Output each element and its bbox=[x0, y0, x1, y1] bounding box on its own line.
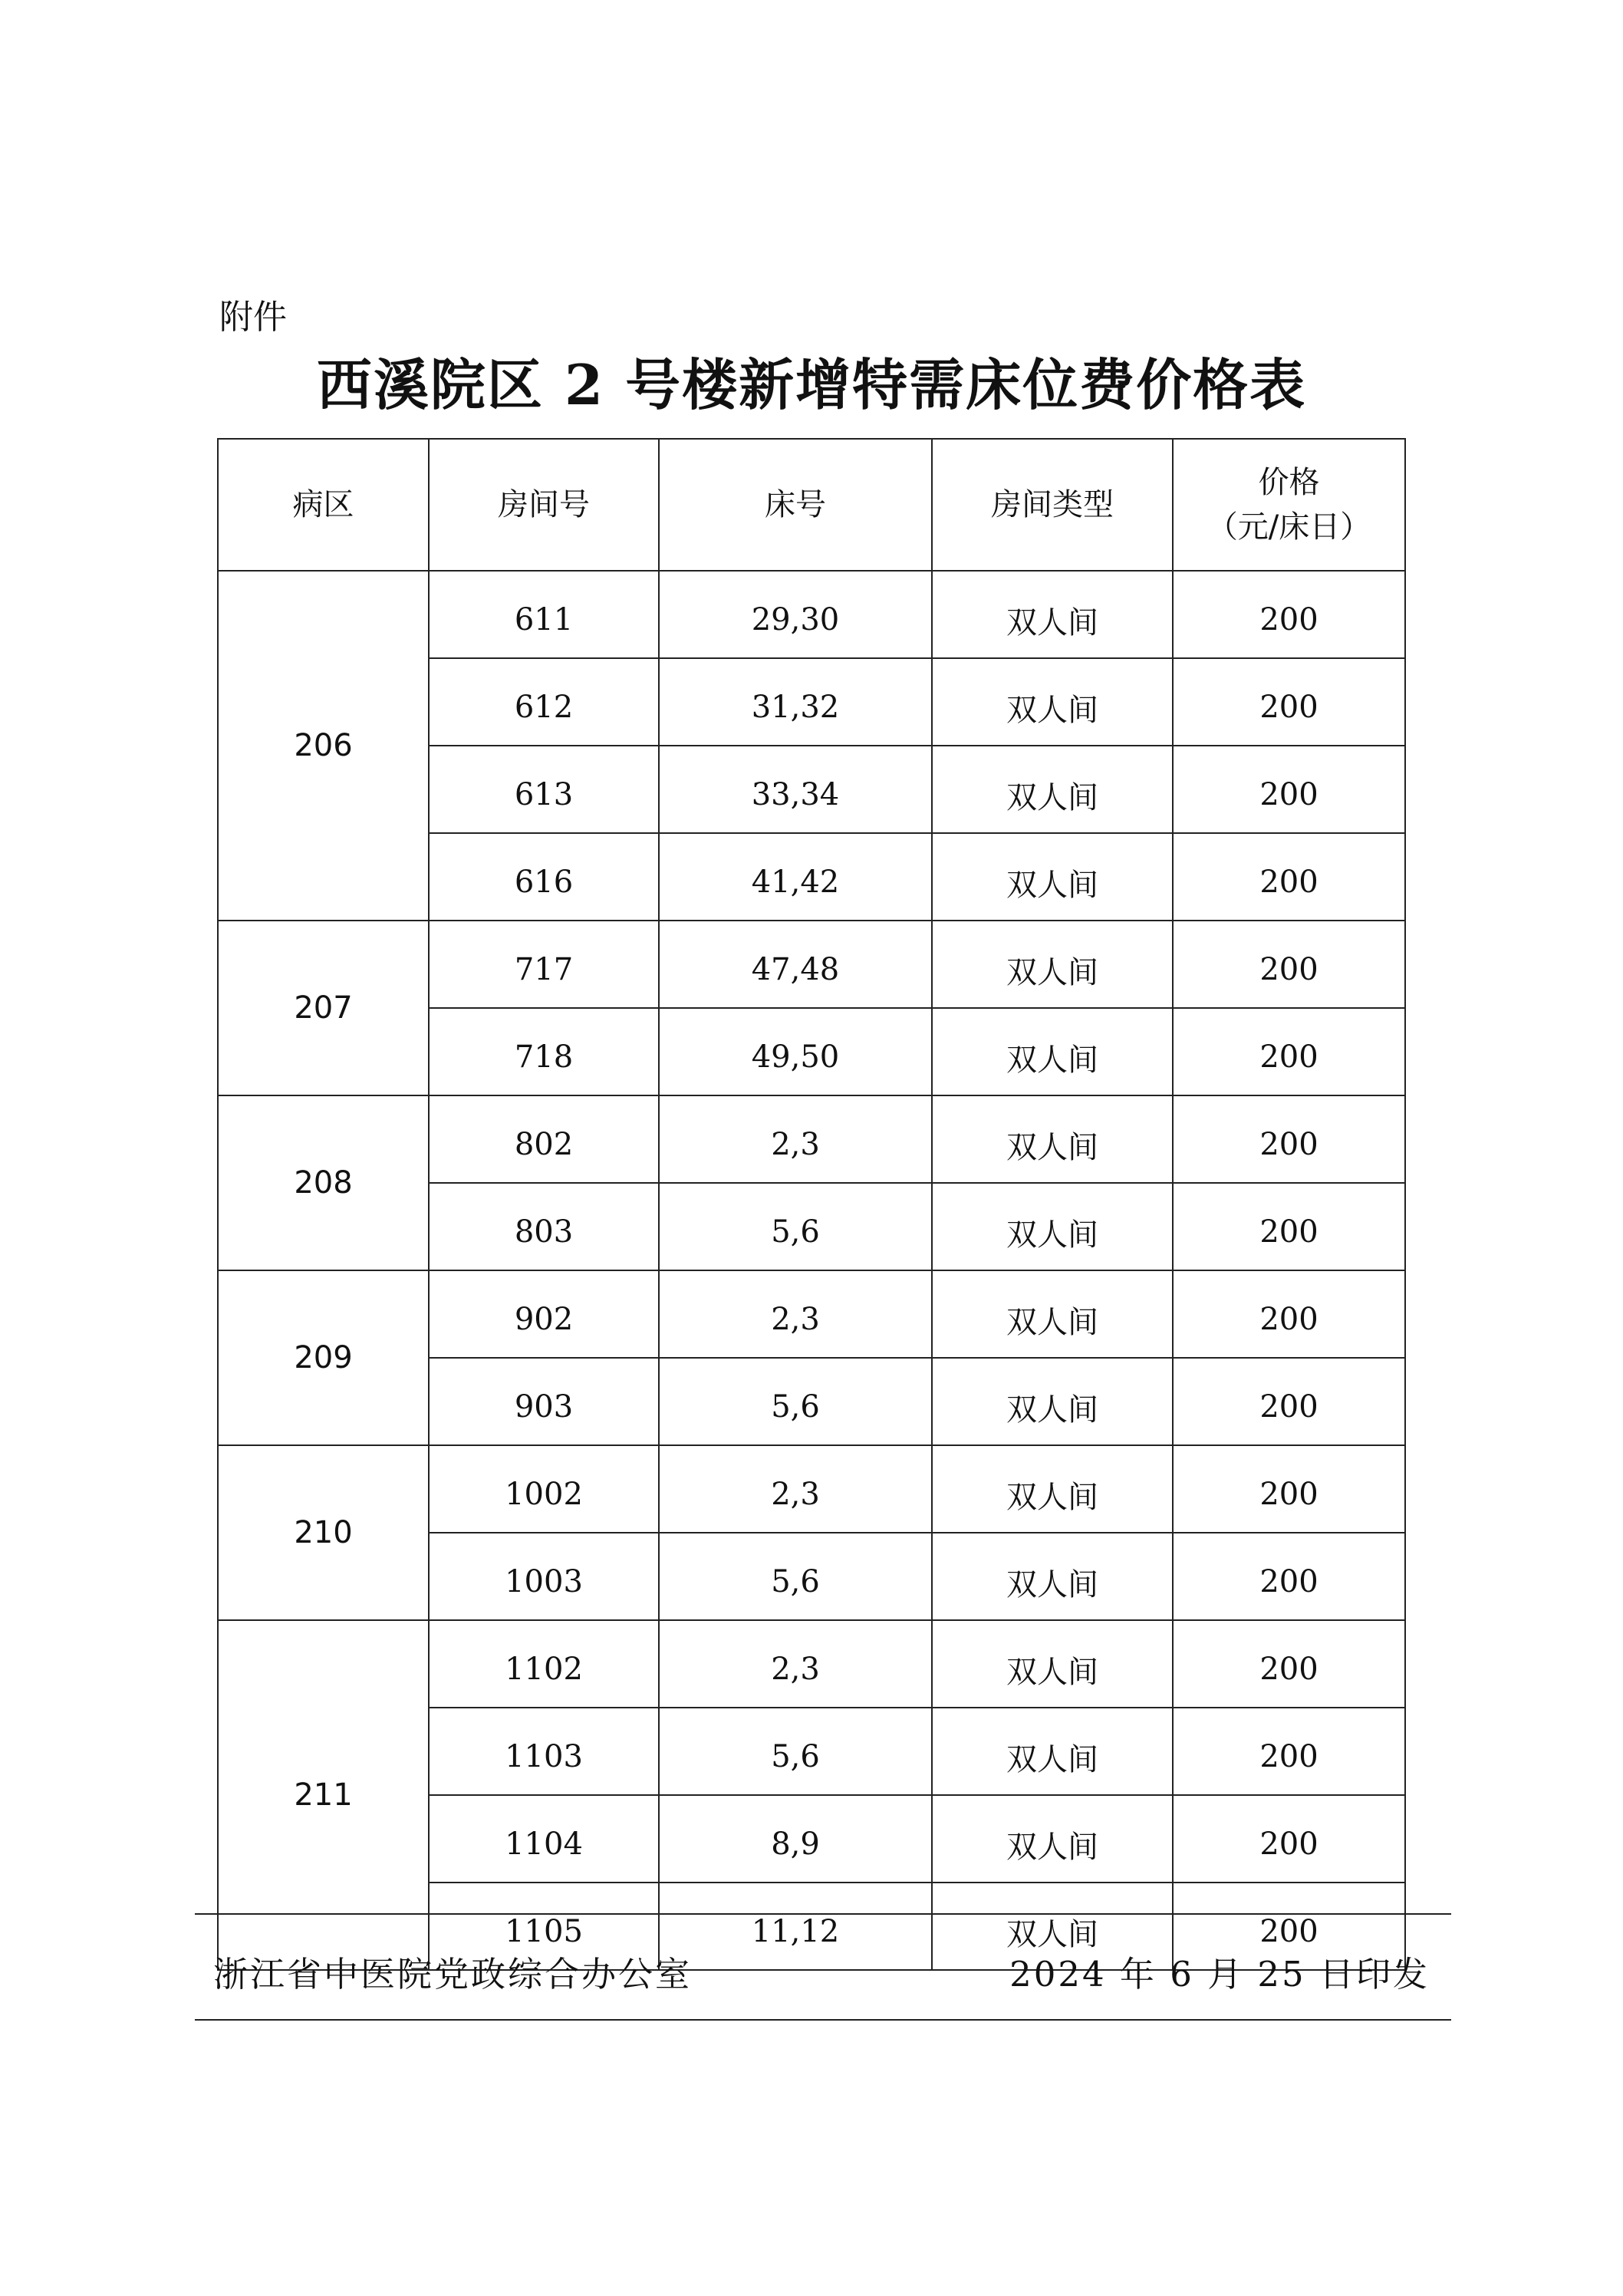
price-cell: 200 bbox=[1173, 1795, 1405, 1883]
bed-number-cell: 2,3 bbox=[659, 1270, 932, 1358]
header-ward: 病区 bbox=[218, 439, 429, 571]
header-room-type: 房间类型 bbox=[932, 439, 1173, 571]
header-price bbox=[1173, 439, 1405, 571]
table-row bbox=[218, 921, 1405, 1008]
bed-number-cell: 2,3 bbox=[659, 1620, 932, 1708]
bed-number-cell: 31,32 bbox=[659, 658, 932, 746]
room-type-cell: 双人间 bbox=[932, 1445, 1173, 1533]
room-number-cell: 1003 bbox=[429, 1533, 659, 1620]
footer-issuer: 浙江省中医院党政综合办公室 bbox=[213, 1954, 693, 1995]
table-row bbox=[218, 1445, 1405, 1533]
footer-bottom-rule bbox=[195, 2019, 1451, 2021]
room-number-cell: 1002 bbox=[429, 1445, 659, 1533]
bed-number-cell: 2,3 bbox=[659, 1445, 932, 1533]
bed-number-cell: 8,9 bbox=[659, 1795, 932, 1883]
bed-number-cell: 29,30 bbox=[659, 571, 932, 658]
bed-number-cell: 5,6 bbox=[659, 1183, 932, 1270]
price-cell: 200 bbox=[1173, 1445, 1405, 1533]
table-row bbox=[218, 1095, 1405, 1183]
bed-number-cell: 5,6 bbox=[659, 1533, 932, 1620]
room-number-cell: 613 bbox=[429, 746, 659, 833]
room-type-cell: 双人间 bbox=[932, 1008, 1173, 1095]
ward-cell: 206 bbox=[218, 571, 429, 921]
room-number-cell: 1102 bbox=[429, 1620, 659, 1708]
bed-number-cell: 5,6 bbox=[659, 1708, 932, 1795]
room-type-cell: 双人间 bbox=[932, 1883, 1173, 1970]
room-number-cell: 902 bbox=[429, 1270, 659, 1358]
room-type-cell: 双人间 bbox=[932, 1270, 1173, 1358]
room-type-cell: 双人间 bbox=[932, 571, 1173, 658]
room-type-cell: 双人间 bbox=[932, 1708, 1173, 1795]
price-cell: 200 bbox=[1173, 1008, 1405, 1095]
price-cell: 200 bbox=[1173, 921, 1405, 1008]
price-cell: 200 bbox=[1173, 1270, 1405, 1358]
room-number-cell: 1103 bbox=[429, 1708, 659, 1795]
attachment-label: 附件 bbox=[219, 298, 287, 337]
room-number-cell: 612 bbox=[429, 658, 659, 746]
bed-number-cell: 47,48 bbox=[659, 921, 932, 1008]
price-cell: 200 bbox=[1173, 571, 1405, 658]
room-number-cell: 717 bbox=[429, 921, 659, 1008]
header-price-label: 价格 bbox=[1258, 465, 1320, 500]
footer-top-rule bbox=[195, 1913, 1451, 1915]
room-type-cell: 双人间 bbox=[932, 1095, 1173, 1183]
room-type-cell: 双人间 bbox=[932, 1795, 1173, 1883]
price-cell: 200 bbox=[1173, 1183, 1405, 1270]
room-type-cell: 双人间 bbox=[932, 658, 1173, 746]
table-row bbox=[218, 1620, 1405, 1708]
room-type-cell: 双人间 bbox=[932, 746, 1173, 833]
footer-date: 2024 年 6 月 25 日印发 bbox=[1009, 1954, 1430, 1995]
ward-cell: 211 bbox=[218, 1620, 429, 1970]
header-price-unit: （元/床日） bbox=[1207, 509, 1371, 545]
ward-cell: 209 bbox=[218, 1270, 429, 1445]
document-title: 西溪院区 2 号楼新增特需床位费价格表 bbox=[316, 352, 1307, 417]
bed-number-cell: 41,42 bbox=[659, 833, 932, 921]
room-type-cell: 双人间 bbox=[932, 1183, 1173, 1270]
room-type-cell: 双人间 bbox=[932, 1358, 1173, 1445]
price-cell: 200 bbox=[1173, 658, 1405, 746]
table-row bbox=[218, 571, 1405, 658]
price-cell: 200 bbox=[1173, 1358, 1405, 1445]
bed-number-cell: 33,34 bbox=[659, 746, 932, 833]
room-number-cell: 1104 bbox=[429, 1795, 659, 1883]
room-number-cell: 611 bbox=[429, 571, 659, 658]
price-cell: 200 bbox=[1173, 746, 1405, 833]
bed-number-cell: 49,50 bbox=[659, 1008, 932, 1095]
room-type-cell: 双人间 bbox=[932, 1620, 1173, 1708]
header-bed: 床号 bbox=[659, 439, 932, 571]
table-header-row bbox=[218, 439, 1405, 571]
room-number-cell: 802 bbox=[429, 1095, 659, 1183]
room-number-cell: 1105 bbox=[429, 1883, 659, 1970]
bed-number-cell: 5,6 bbox=[659, 1358, 932, 1445]
ward-cell: 208 bbox=[218, 1095, 429, 1270]
price-cell: 200 bbox=[1173, 1533, 1405, 1620]
bed-number-cell: 11,12 bbox=[659, 1883, 932, 1970]
bed-number-cell: 2,3 bbox=[659, 1095, 932, 1183]
price-cell: 200 bbox=[1173, 833, 1405, 921]
price-cell: 200 bbox=[1173, 1095, 1405, 1183]
header-room: 房间号 bbox=[429, 439, 659, 571]
bed-price-table bbox=[217, 438, 1406, 1971]
price-cell: 200 bbox=[1173, 1620, 1405, 1708]
ward-cell: 210 bbox=[218, 1445, 429, 1620]
table-row bbox=[218, 1270, 1405, 1358]
ward-cell: 207 bbox=[218, 921, 429, 1095]
table-body bbox=[218, 571, 1405, 1970]
room-number-cell: 903 bbox=[429, 1358, 659, 1445]
room-number-cell: 616 bbox=[429, 833, 659, 921]
room-type-cell: 双人间 bbox=[932, 1533, 1173, 1620]
room-type-cell: 双人间 bbox=[932, 833, 1173, 921]
room-type-cell: 双人间 bbox=[932, 921, 1173, 1008]
room-number-cell: 803 bbox=[429, 1183, 659, 1270]
price-cell: 200 bbox=[1173, 1708, 1405, 1795]
room-number-cell: 718 bbox=[429, 1008, 659, 1095]
price-cell: 200 bbox=[1173, 1883, 1405, 1970]
